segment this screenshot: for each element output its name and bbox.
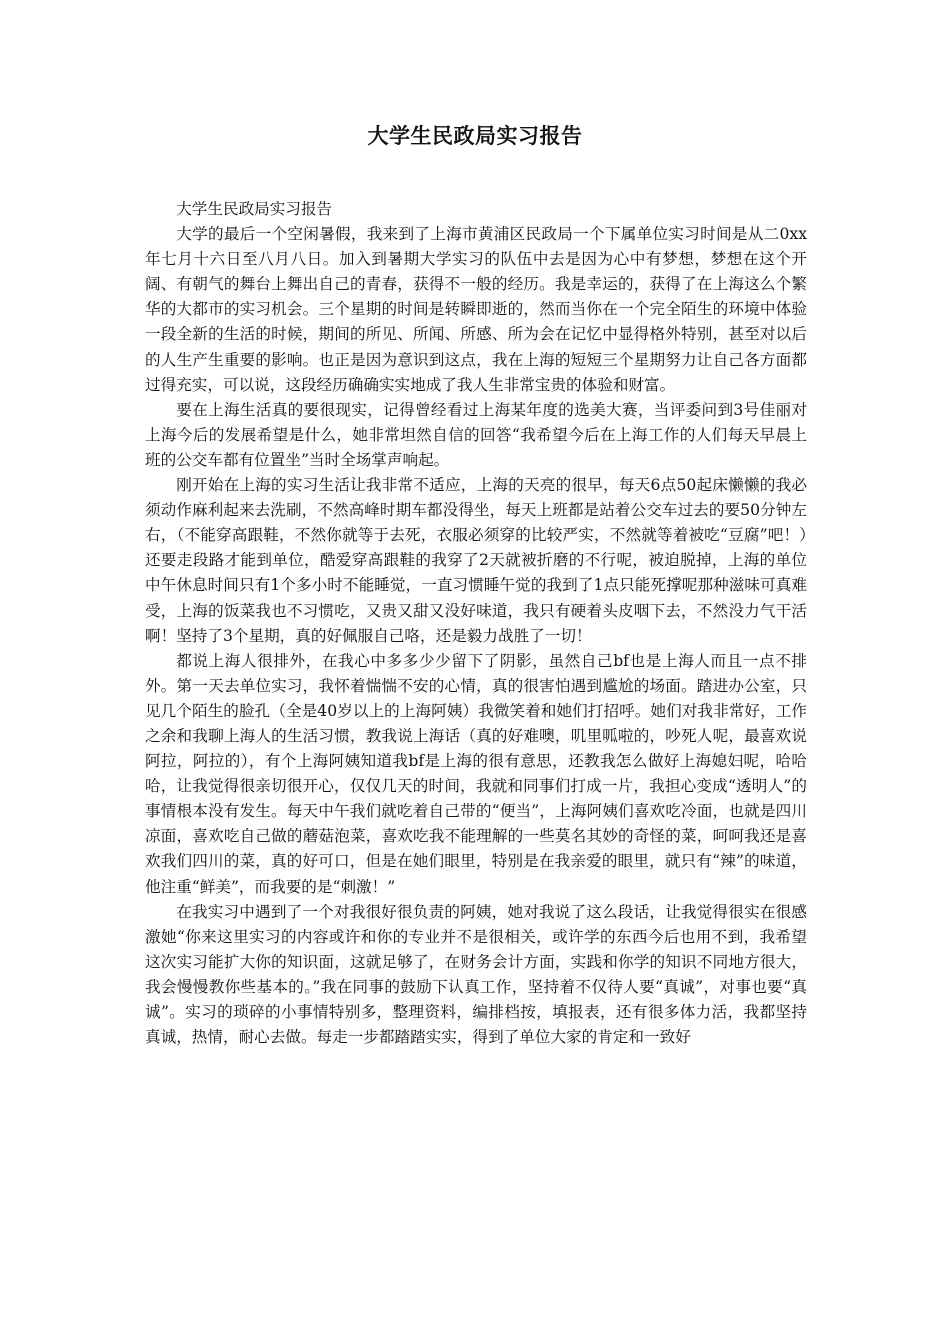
paragraph: 都说上海人很排外，在我心中多多少少留下了阴影，虽然自己bf也是上海人而且一点不排外。第一天去单位实习，我怀着惴惴不安的心情，真的很害怕遇到尴尬的场面。踏进办公室，只见几个陌生的脸孔（全是40岁以上的上海阿姨）我微笑着和她们打招呼。她们对我非常好，工作之余和我聊上海人的生活习惯，教我说上海话（真的好难噢，叽里呱啦的，吵死人呢，最喜欢说阿拉，阿拉的），有个上海阿姨知道我bf是上海的很有意思，还教我怎么做好上海媳妇呢，哈哈哈，让我觉得很亲切很开心，仅仅几天的时间，我就和同事们打成一片，我担心变成“透明人”的事情根本没有发生。每天中午我们就吃着自己带的“便当”，上海阿姨们喜欢吃冷面，也就是四川凉面，喜欢吃自己做的蘑菇泡菜，喜欢吃我不能理解的一些莫名其妙的奇怪的菜，呵呵我还是喜欢我们四川的菜，真的好可口，但是在她们眼里，特别是在我亲爱的眼里，就只有“辣”的味道，他注重“鲜美”，而我要的是“刺激！” (145, 651, 807, 896)
paragraph: 大学的最后一个空闲暑假，我来到了上海市黄浦区民政局一个下属单位实习时间是从二0xx年七月十六日至八月八日。加入到暑期大学实习的队伍中去是因为心中有梦想，梦想在这个开阔、有朝气的舞台上舞出自己的青春，获得不一般的经历。我是幸运的，获得了在上海这么个繁华的大都市的实习机会。三个星期的时间是转瞬即逝的，然而当你在一个完全陌生的环境中体验一段全新的生活的时候，期间的所见、所闻、所感、所为会在记忆中显得格外特别，甚至对以后的人生产生重要的影响。也正是因为意识到这点，我在上海的短短三个星期努力让自己各方面都过得充实，可以说，这段经历确确实实地成了我人生非常宝贵的体验和财富。 (145, 225, 807, 394)
document-body (145, 197, 807, 1050)
paragraph: 要在上海生活真的要很现实，记得曾经看过上海某年度的选美大赛，当评委问到3号佳丽对上海今后的发展希望是什么，她非常坦然自信的回答“我希望今后在上海工作的人们每天早晨上班的公交车都有位置坐”当时全场掌声响起。 (145, 400, 807, 469)
paragraph: 在我实习中遇到了一个对我很好很负责的阿姨，她对我说了这么段话，让我觉得很实在很感激她“你来这里实习的内容或许和你的专业并不是很相关，或许学的东西今后也用不到，我希望这次实习能扩大你的知识面，这就足够了，在财务会计方面，实践和你学的知识不同地方很大，我会慢慢教你些基本的。”我在同事的鼓励下认真工作，坚持着不仅待人要“真诚”，对事也要“真诚”。实习的琐碎的小事情特别多，整理资料，编排档按，填报表，还有很多体力活，我都坚持真诚，热情，耐心去做。每走一步都踏踏实实，得到了单位大家的肯定和一致好 (145, 902, 807, 1047)
paragraph: 大学生民政局实习报告 (176, 200, 333, 218)
paragraph: 刚开始在上海的实习生活让我非常不适应，上海的天亮的很早，每天6点50起床懒懒的我必须动作麻利起来去洗刷，不然高峰时期车都没得坐，每天上班都是站着公交车过去的要50分钟左右，（不能穿高跟鞋，不然你就等于去死，衣服必须穿的比较严实，不然就等着被吃“豆腐”吧！）还要走段路才能到单位，酷爱穿高跟鞋的我穿了2天就被折磨的不行呢，被迫脱掉，上海的单位中午休息时间只有1个多小时不能睡觉，一直习惯睡午觉的我到了1点只能死撑呢那种滋味可真难受，上海的饭菜我也不习惯吃，又贵又甜又没好味道，我只有硬着头皮咽下去，不然没力气干活啊！坚持了3个星期，真的好佩服自己咯，还是毅力战胜了一切！ (145, 476, 807, 645)
document-title: 大学生民政局实习报告 (367, 123, 583, 148)
